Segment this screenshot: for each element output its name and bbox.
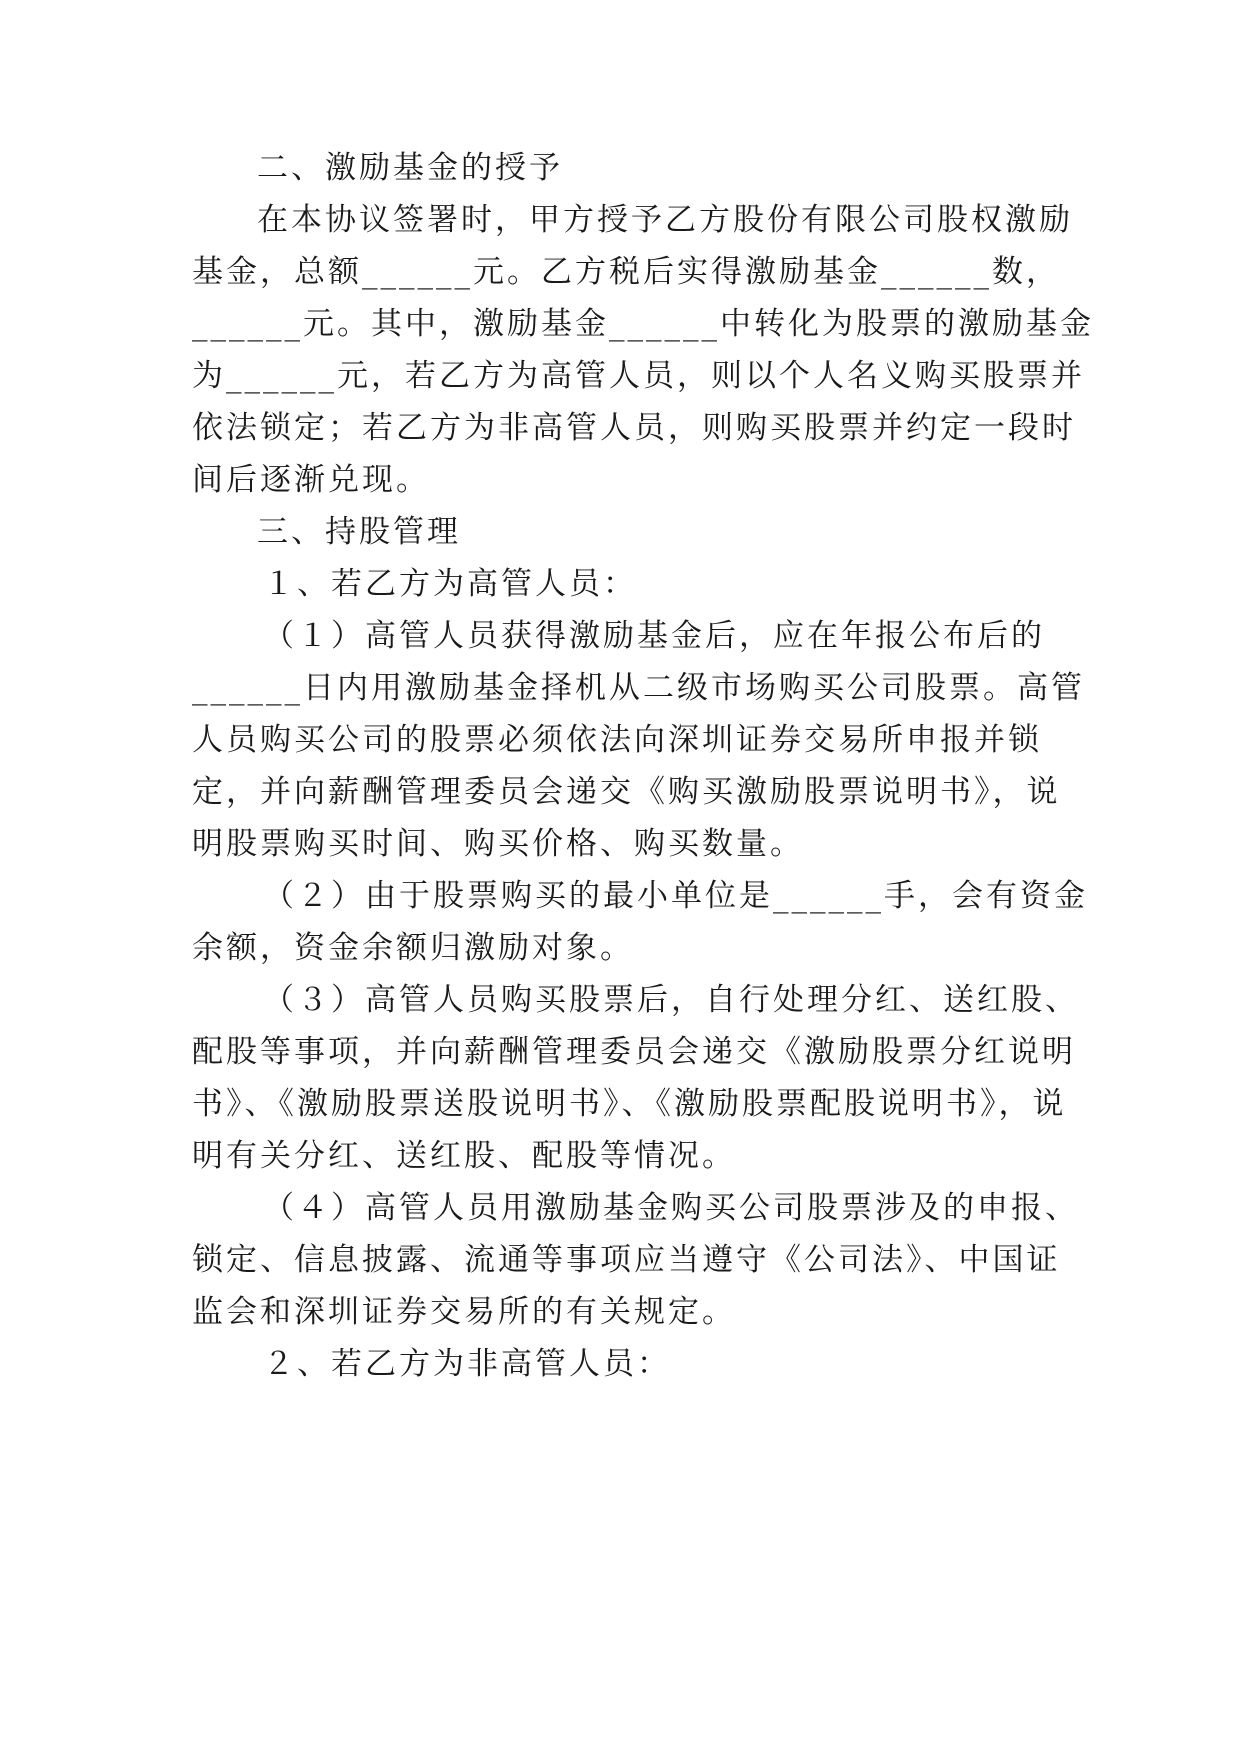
paragraph-line: （３）高管人员购买股票后，自行处理分红、送红股、: [263, 982, 1079, 1018]
paragraph-line: ______元。其中，激励基金______中转化为股票的激励基金: [192, 306, 1094, 342]
section-heading-holding: 三、持股管理: [257, 514, 461, 550]
paragraph-line: 配股等事项，并向薪酬管理委员会递交《激励股票分红说明: [192, 1034, 1076, 1070]
paragraph-line: 人员购买公司的股票必须依法向深圳证券交易所申报并锁: [192, 722, 1042, 758]
subsection-heading-executive: １、若乙方为高管人员：: [263, 566, 637, 602]
paragraph-line: ______日内用激励基金择机从二级市场购买公司股票。高管: [192, 670, 1085, 706]
paragraph-line: （４）高管人员用激励基金购买公司股票涉及的申报、: [263, 1190, 1079, 1226]
paragraph-line: 为______元，若乙方为高管人员，则以个人名义购买股票并: [192, 358, 1085, 394]
paragraph-line: （２）由于股票购买的最小单位是______手，会有资金: [263, 878, 1088, 914]
paragraph-line: 间后逐渐兑现。: [192, 462, 430, 498]
paragraph-line: （１）高管人员获得激励基金后，应在年报公布后的: [263, 618, 1045, 654]
paragraph-line: 锁定、信息披露、流通等事项应当遵守《公司法》、中国证: [192, 1242, 1061, 1278]
paragraph-line: 余额，资金余额归激励对象。: [192, 930, 634, 966]
paragraph-line: 明股票购买时间、购买价格、购买数量。: [192, 826, 804, 862]
paragraph-line: 监会和深圳证券交易所的有关规定。: [192, 1294, 736, 1330]
paragraph-line: 依法锁定；若乙方为非高管人员，则购买股票并约定一段时: [192, 410, 1076, 446]
paragraph-line: 基金，总额______元。乙方税后实得激励基金______数，: [192, 254, 1060, 290]
paragraph-line: 明有关分红、送红股、配股等情况。: [192, 1138, 736, 1174]
paragraph-line: 定，并向薪酬管理委员会递交《购买激励股票说明书》，说: [192, 774, 1061, 810]
subsection-heading-non-executive: ２、若乙方为非高管人员：: [263, 1346, 671, 1382]
paragraph-line: 书》、《激励股票送股说明书》、《激励股票配股说明书》，说: [192, 1086, 1067, 1122]
paragraph-line: 在本协议签署时，甲方授予乙方股份有限公司股权激励: [257, 202, 1073, 238]
section-heading-grant: 二、激励基金的授予: [257, 150, 563, 186]
